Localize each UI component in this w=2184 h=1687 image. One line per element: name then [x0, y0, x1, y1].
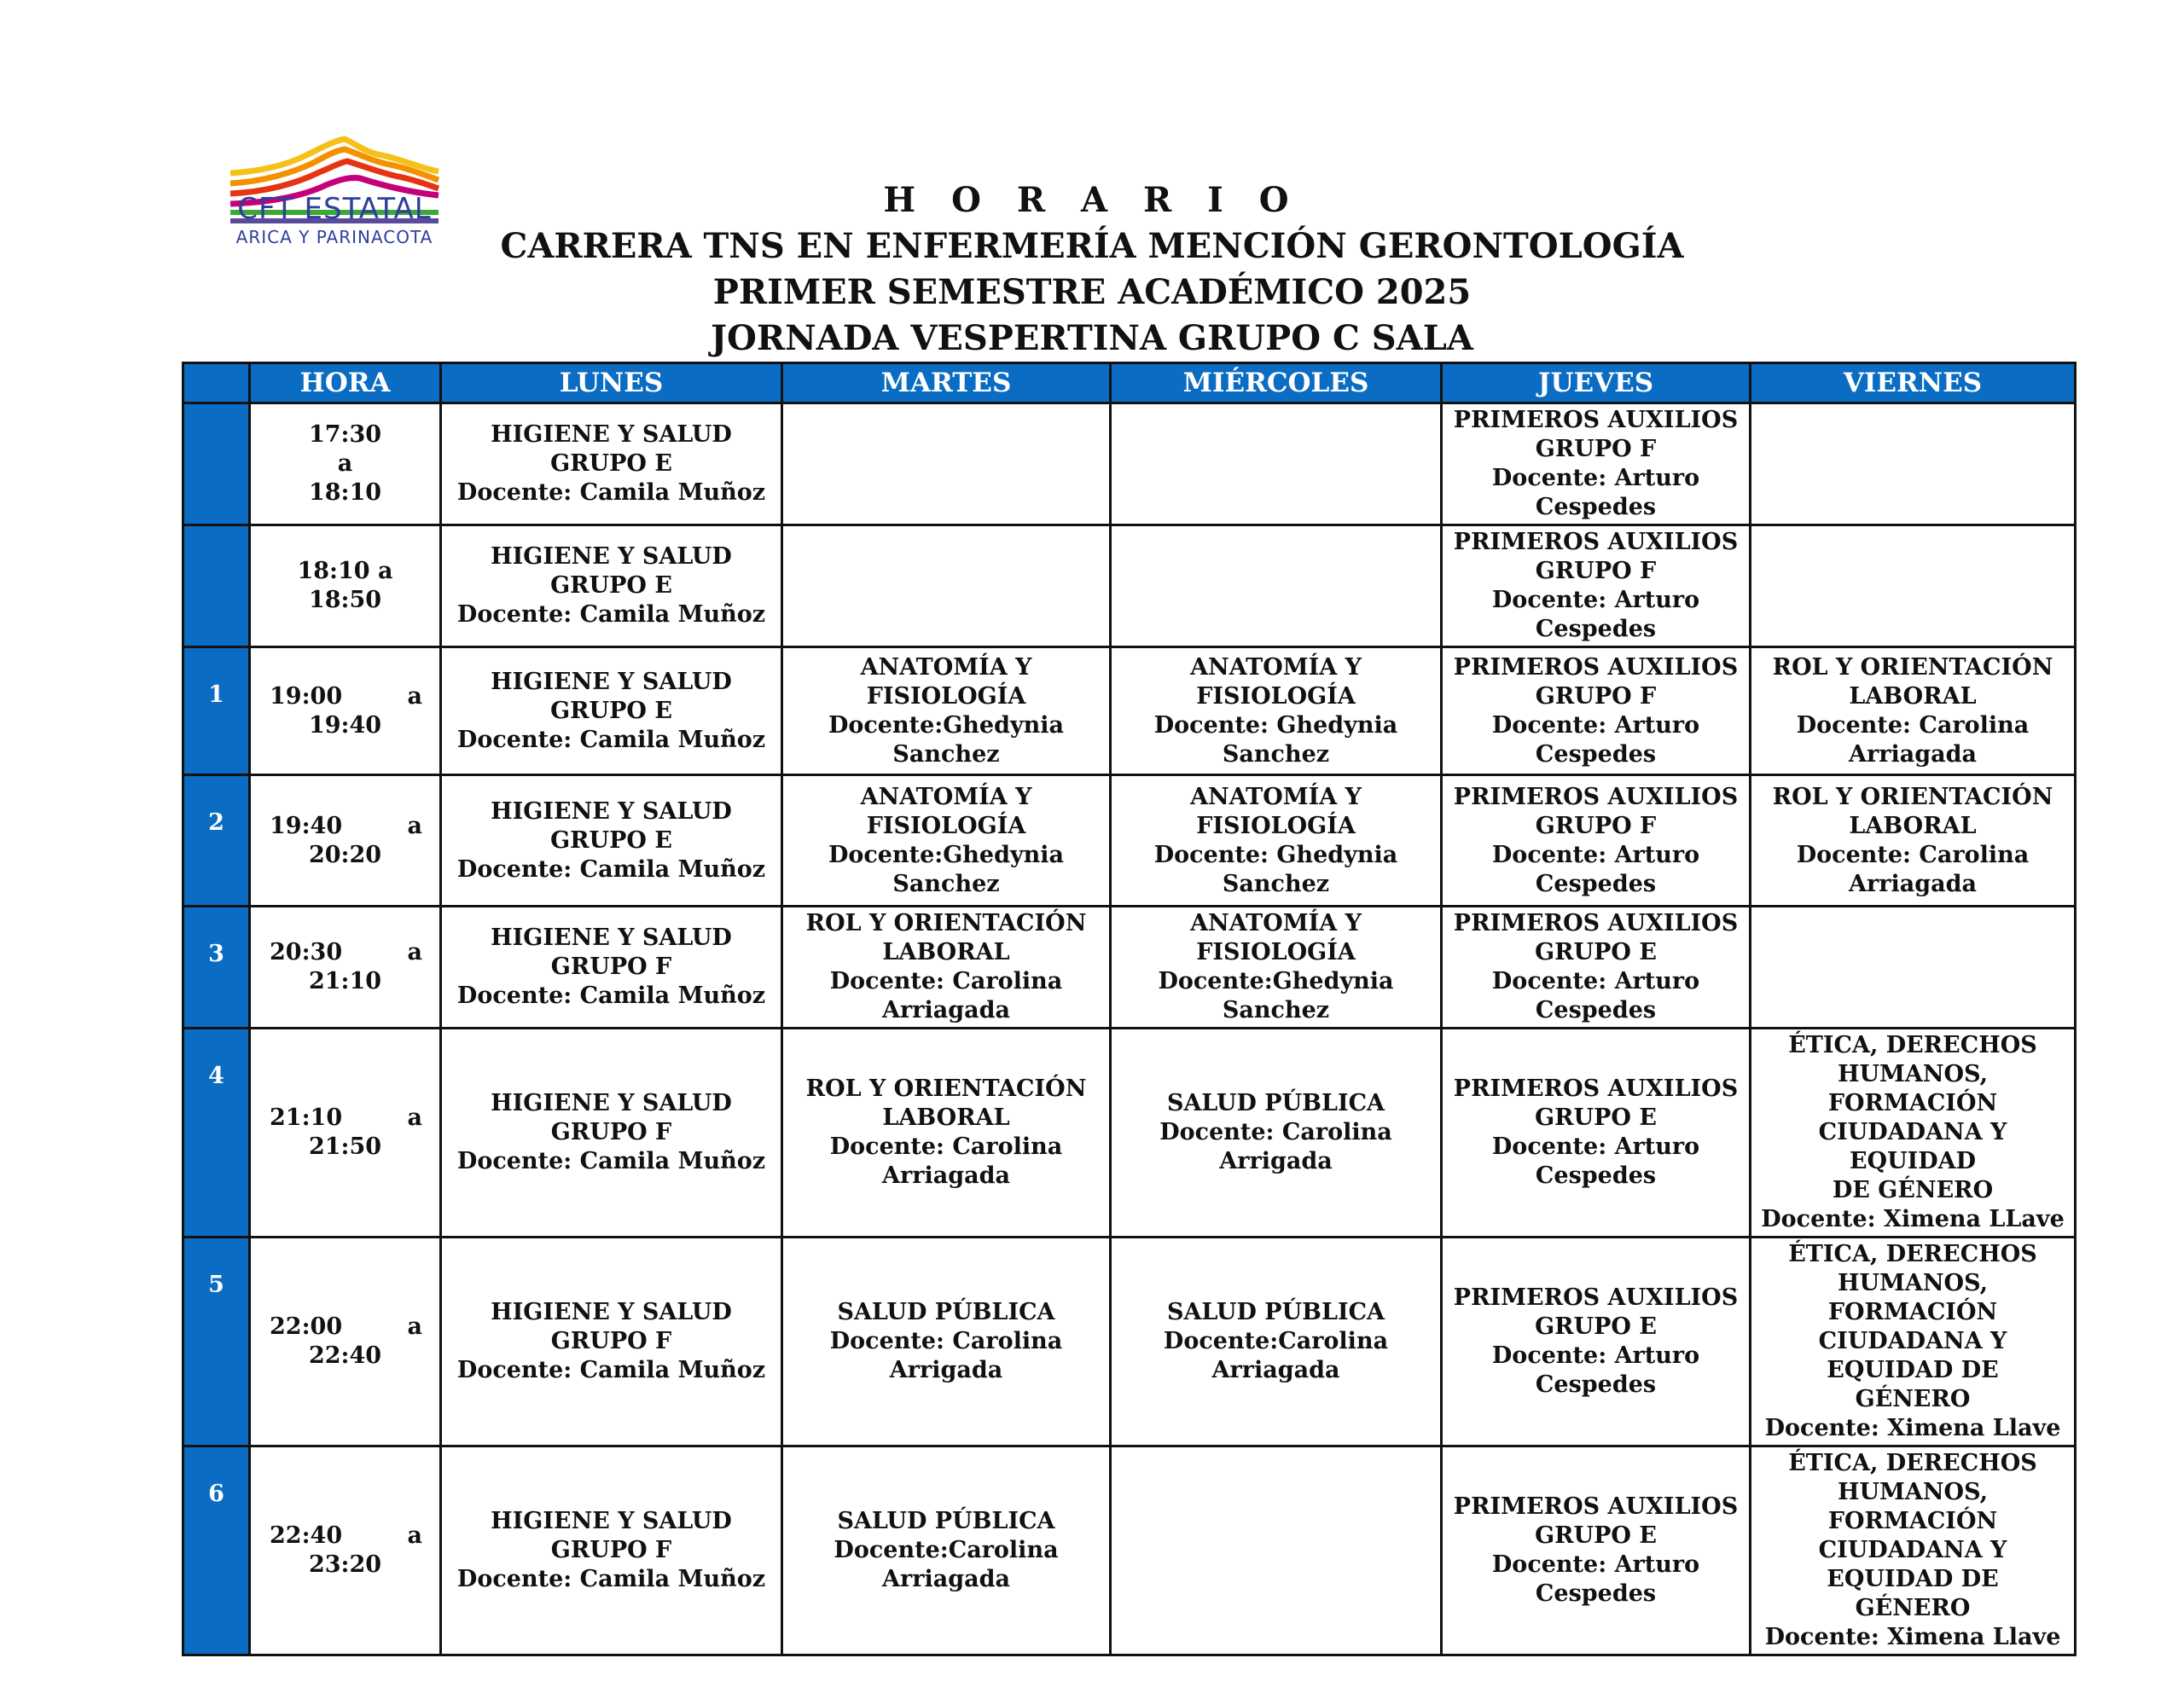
cell-line: ÉTICA, DERECHOS	[1788, 1241, 2037, 1267]
hora-end: 20:20	[308, 841, 382, 868]
cell-line: HUMANOS, FORMACIÓN	[1827, 1479, 1998, 1534]
class-cell-viernes	[1751, 1238, 2076, 1446]
cell-line: Docente: Arturo	[1491, 1133, 1700, 1160]
header-martes: MARTES	[782, 363, 1111, 403]
header-lunes: LUNES	[441, 363, 782, 403]
cell-line: Cespedes	[1535, 740, 1657, 768]
cell-line: Docente: Camila Muñoz	[456, 1357, 766, 1383]
cell-line: ROL Y ORIENTACIÓN	[805, 1075, 1087, 1102]
class-cell-miercoles	[1111, 403, 1442, 525]
hora-cell	[250, 1238, 441, 1446]
class-cell-jueves	[1442, 775, 1751, 907]
cell-line: GRUPO E	[1535, 1313, 1657, 1340]
table-row	[183, 907, 2076, 1029]
cell-line: Docente: Arturo	[1491, 465, 1700, 491]
cell-line: GRUPO F	[1535, 682, 1657, 710]
cell-line: ANATOMÍA Y FISIOLOGÍA	[1190, 783, 1362, 839]
cell-line: HUMANOS, FORMACIÓN	[1827, 1270, 1998, 1325]
document-title-block	[0, 177, 2184, 362]
cell-line: Arriagada	[1849, 870, 1977, 897]
cell-line: GRUPO F	[550, 1537, 672, 1563]
cell-line: Docente: Ghedynia	[1153, 711, 1398, 739]
title-semestre: PRIMER SEMESTRE ACADÉMICO 2025	[712, 272, 1472, 312]
cell-line: PRIMEROS AUXILIOS	[1453, 910, 1739, 936]
cell-line: a	[337, 450, 353, 477]
class-cell-miercoles	[1111, 907, 1442, 1029]
cell-line: Docente: Ghedynia	[1153, 841, 1398, 868]
class-cell-lunes	[441, 1029, 782, 1238]
cell-line: SALUD PÚBLICA	[1166, 1090, 1385, 1116]
cell-line: Docente: Carolina	[829, 1133, 1063, 1160]
hora-start-line	[256, 1522, 434, 1551]
cell-line: 18:10 a	[297, 558, 393, 584]
class-cell-lunes	[441, 775, 782, 907]
hora-separator: a	[407, 1104, 422, 1131]
cell-line: Docente:Carolina	[1163, 1328, 1389, 1354]
class-cell-jueves	[1442, 907, 1751, 1029]
hora-start: 22:00	[270, 1313, 343, 1340]
class-cell-viernes	[1751, 907, 2076, 1029]
hora-cell	[250, 775, 441, 907]
cell-line: Docente:Ghedynia	[1158, 968, 1394, 994]
hora-cell	[250, 1446, 441, 1655]
cell-line: Docente: Carolina	[1796, 711, 2030, 739]
hora-end: 23:20	[308, 1551, 382, 1578]
hora-start: 22:40	[270, 1522, 343, 1549]
hora-separator: a	[407, 1313, 422, 1340]
cell-line: HIGIENE Y SALUD	[491, 1090, 732, 1116]
table-row	[183, 775, 2076, 907]
cell-line: GRUPO E	[1535, 939, 1657, 965]
cell-line: Docente: Arturo	[1491, 968, 1700, 994]
cell-line: Cespedes	[1535, 494, 1657, 520]
hora-start-line	[256, 1313, 434, 1342]
hora-start-line	[256, 938, 434, 967]
hora-start-line	[256, 1104, 434, 1133]
class-cell-miercoles	[1111, 525, 1442, 647]
cell-line: 18:10	[308, 479, 382, 506]
cell-line: GRUPO F	[550, 1119, 672, 1145]
table-row	[183, 403, 2076, 525]
hora-start: 19:00	[270, 682, 343, 710]
class-cell-viernes	[1751, 403, 2076, 525]
cell-line: Cespedes	[1535, 616, 1657, 642]
cell-line: HUMANOS, FORMACIÓN	[1827, 1061, 1998, 1116]
class-cell-viernes	[1751, 1029, 2076, 1238]
cell-line: GRUPO F	[550, 954, 672, 980]
class-cell-martes	[782, 525, 1111, 647]
cell-line: DE GÉNERO	[1832, 1177, 1994, 1203]
cell-line: Docente: Arturo	[1491, 587, 1700, 613]
hora-end: 19:40	[308, 711, 382, 739]
cell-line: Docente: Camila Muñoz	[456, 983, 766, 1009]
cell-line: 18:50	[308, 587, 382, 613]
cell-line: HIGIENE Y SALUD	[491, 797, 732, 825]
title-jornada: JORNADA VESPERTINA GRUPO C SALA	[711, 318, 1473, 358]
cell-line: ANATOMÍA Y FISIOLOGÍA	[1190, 653, 1362, 710]
cell-line: Docente: Camila Muñoz	[456, 1566, 766, 1592]
title-horario: H O R A R I O	[883, 180, 1301, 220]
cell-line: Docente: Camila Muñoz	[456, 1148, 766, 1174]
hora-range	[256, 812, 434, 870]
hora-start: 21:10	[270, 1104, 343, 1131]
class-cell-miercoles	[1111, 1238, 1442, 1446]
logo-name: CFT ESTATAL	[237, 192, 432, 226]
cell-line: Docente:Ghedynia	[828, 711, 1065, 739]
hora-start-line	[256, 812, 434, 841]
cell-line: Cespedes	[1535, 1162, 1657, 1189]
class-cell-martes	[782, 647, 1111, 775]
hora-cell	[250, 525, 441, 647]
block-number	[183, 403, 250, 525]
class-cell-lunes	[441, 647, 782, 775]
table-row	[183, 647, 2076, 775]
class-cell-martes	[782, 907, 1111, 1029]
cell-line: PRIMEROS AUXILIOS	[1453, 1075, 1739, 1102]
class-cell-martes	[782, 403, 1111, 525]
cell-line: Cespedes	[1535, 997, 1657, 1023]
cell-line: GÉNERO	[1855, 1386, 1971, 1412]
cell-line: GRUPO E	[1535, 1522, 1657, 1549]
hora-start: 20:30	[270, 939, 343, 965]
cell-line: Docente: Arturo	[1491, 1342, 1700, 1369]
hora-separator: a	[407, 1522, 422, 1549]
class-cell-viernes	[1751, 775, 2076, 907]
class-cell-viernes	[1751, 1446, 2076, 1655]
block-number: 2	[183, 775, 250, 907]
class-cell-miercoles	[1111, 647, 1442, 775]
cell-line: GRUPO F	[1535, 436, 1657, 462]
cell-line: Sanchez	[1222, 870, 1330, 897]
cell-line: LABORAL	[882, 939, 1010, 965]
cell-line: Docente: Camila Muñoz	[456, 855, 766, 883]
cell-line: SALUD PÚBLICA	[837, 1299, 1055, 1325]
hora-range	[256, 1313, 434, 1371]
hora-cell	[250, 1029, 441, 1238]
class-cell-jueves	[1442, 403, 1751, 525]
cell-line: Arriagada	[882, 1566, 1010, 1592]
class-cell-jueves	[1442, 1446, 1751, 1655]
cell-line: HIGIENE Y SALUD	[491, 668, 732, 695]
class-cell-martes	[782, 1446, 1111, 1655]
cell-line: PRIMEROS AUXILIOS	[1453, 653, 1739, 681]
class-cell-martes	[782, 775, 1111, 907]
cell-line: Cespedes	[1535, 1371, 1657, 1398]
cell-line: Docente: Carolina	[829, 968, 1063, 994]
cell-line: LABORAL	[1849, 682, 1977, 710]
block-number: 1	[183, 647, 250, 775]
cell-line: Arriagada	[1211, 1357, 1340, 1383]
cell-line: Arriagada	[1849, 740, 1977, 768]
hora-range	[256, 938, 434, 996]
hora-end: 22:40	[308, 1342, 382, 1369]
class-cell-lunes	[441, 1446, 782, 1655]
cell-line: PRIMEROS AUXILIOS	[1453, 783, 1739, 810]
header-miercoles: MIÉRCOLES	[1111, 363, 1442, 403]
logo-region: ARICA Y PARINACOTA	[235, 227, 433, 247]
cell-line: 17:30	[308, 421, 382, 448]
cell-line: Docente: Carolina	[1796, 841, 2030, 868]
cell-line: PRIMEROS AUXILIOS	[1453, 1284, 1739, 1311]
cell-line: Docente: Ximena LLave	[1761, 1206, 2065, 1232]
class-cell-viernes	[1751, 525, 2076, 647]
cell-line: ÉTICA, DERECHOS	[1788, 1032, 2037, 1058]
class-cell-jueves	[1442, 1029, 1751, 1238]
class-cell-miercoles	[1111, 775, 1442, 907]
cell-line: CIUDADANA Y EQUIDAD DE	[1818, 1537, 2007, 1592]
class-cell-lunes	[441, 403, 782, 525]
cell-line: GÉNERO	[1855, 1595, 1971, 1621]
cell-line: Sanchez	[892, 740, 1000, 768]
hora-range	[256, 1522, 434, 1580]
hora-range	[256, 420, 434, 507]
cell-line: GRUPO E	[1535, 1104, 1657, 1131]
cell-line: GRUPO E	[550, 572, 672, 599]
class-cell-lunes	[441, 525, 782, 647]
cell-line: GRUPO E	[550, 697, 672, 724]
cell-line: Docente: Carolina	[829, 1328, 1063, 1354]
hora-range	[256, 557, 434, 615]
cell-line: ROL Y ORIENTACIÓN	[1772, 783, 2053, 810]
block-number: 5	[183, 1238, 250, 1446]
class-cell-miercoles	[1111, 1446, 1442, 1655]
class-cell-jueves	[1442, 647, 1751, 775]
table-row	[183, 525, 2076, 647]
cell-line: GRUPO F	[550, 1328, 672, 1354]
cell-line: ÉTICA, DERECHOS	[1788, 1450, 2037, 1476]
class-cell-lunes	[441, 1238, 782, 1446]
class-cell-jueves	[1442, 525, 1751, 647]
cell-line: Cespedes	[1535, 870, 1657, 897]
hora-cell	[250, 647, 441, 775]
cell-line: Docente: Arturo	[1491, 1551, 1700, 1578]
cell-line: Arrigada	[1219, 1148, 1333, 1174]
cell-line: LABORAL	[882, 1104, 1010, 1131]
hora-cell	[250, 907, 441, 1029]
cell-line: HIGIENE Y SALUD	[491, 421, 732, 448]
cell-line: Sanchez	[1222, 997, 1330, 1023]
cell-line: ROL Y ORIENTACIÓN	[1772, 653, 2053, 681]
table-row	[183, 1238, 2076, 1446]
hora-separator: a	[407, 939, 422, 965]
table-row	[183, 1446, 2076, 1655]
cell-line: ANATOMÍA Y FISIOLOGÍA	[860, 783, 1032, 839]
header-viernes: VIERNES	[1751, 363, 2076, 403]
hora-end: 21:10	[308, 968, 382, 994]
class-cell-viernes	[1751, 647, 2076, 775]
header-jueves: JUEVES	[1442, 363, 1751, 403]
cell-line: Docente: Arturo	[1491, 711, 1700, 739]
title-carrera: CARRERA TNS EN ENFERMERÍA MENCIÓN GERONTOLOGÍA	[500, 226, 1684, 266]
header-hora: HORA	[250, 363, 441, 403]
cell-line: ROL Y ORIENTACIÓN	[805, 910, 1087, 936]
block-number	[183, 525, 250, 647]
cell-line: GRUPO E	[550, 450, 672, 477]
cell-line: GRUPO F	[1535, 558, 1657, 584]
cell-line: SALUD PÚBLICA	[837, 1508, 1055, 1534]
cell-line: PRIMEROS AUXILIOS	[1453, 407, 1739, 433]
cell-line: CIUDADANA Y EQUIDAD DE	[1818, 1328, 2007, 1383]
header-row	[183, 363, 2076, 403]
hora-range	[256, 682, 434, 740]
class-cell-jueves	[1442, 1238, 1751, 1446]
cell-line: Arriagada	[882, 997, 1010, 1023]
hora-separator: a	[407, 812, 422, 839]
cell-line: HIGIENE Y SALUD	[491, 1299, 732, 1325]
hora-cell	[250, 403, 441, 525]
cell-line: Docente: Arturo	[1491, 841, 1700, 868]
cell-line: GRUPO E	[550, 826, 672, 854]
table-row	[183, 1029, 2076, 1238]
block-number: 4	[183, 1029, 250, 1238]
cell-line: Arrigada	[889, 1357, 1003, 1383]
cell-line: ANATOMÍA Y FISIOLOGÍA	[860, 653, 1032, 710]
cell-line: HIGIENE Y SALUD	[491, 925, 732, 951]
hora-range	[256, 1104, 434, 1162]
hora-end: 21:50	[308, 1133, 382, 1160]
class-cell-miercoles	[1111, 1029, 1442, 1238]
block-number: 3	[183, 907, 250, 1029]
cell-line: Docente: Ximena Llave	[1764, 1415, 2061, 1441]
cell-line: Docente: Camila Muñoz	[456, 726, 766, 753]
cell-line: SALUD PÚBLICA	[1166, 1299, 1385, 1325]
cell-line: Docente: Camila Muñoz	[456, 479, 766, 506]
cell-line: Sanchez	[1222, 740, 1330, 768]
header-number	[183, 363, 250, 403]
cell-line: GRUPO F	[1535, 812, 1657, 839]
cell-line: Docente: Carolina	[1159, 1119, 1392, 1145]
block-number: 6	[183, 1446, 250, 1655]
cell-line: Arriagada	[882, 1162, 1010, 1189]
cell-line: PRIMEROS AUXILIOS	[1453, 529, 1739, 555]
class-cell-lunes	[441, 907, 782, 1029]
cell-line: HIGIENE Y SALUD	[491, 543, 732, 570]
cell-line: CIUDADANA Y EQUIDAD	[1818, 1119, 2007, 1174]
hora-start-line	[256, 682, 434, 711]
cell-line: Docente: Camila Muñoz	[456, 601, 766, 628]
cell-line: Cespedes	[1535, 1580, 1657, 1607]
hora-start: 19:40	[270, 812, 343, 839]
cell-line: LABORAL	[1849, 812, 1977, 839]
cell-line: PRIMEROS AUXILIOS	[1453, 1493, 1739, 1520]
cell-line: Docente:Ghedynia	[828, 841, 1065, 868]
cell-line: ANATOMÍA Y FISIOLOGÍA	[1190, 910, 1362, 965]
class-cell-martes	[782, 1238, 1111, 1446]
cell-line: Docente:Carolina	[834, 1537, 1059, 1563]
cell-line: Sanchez	[892, 870, 1000, 897]
schedule-table	[182, 362, 2077, 1656]
cell-line: Docente: Ximena Llave	[1764, 1624, 2061, 1650]
class-cell-martes	[782, 1029, 1111, 1238]
cell-line: HIGIENE Y SALUD	[491, 1508, 732, 1534]
hora-separator: a	[407, 682, 422, 710]
